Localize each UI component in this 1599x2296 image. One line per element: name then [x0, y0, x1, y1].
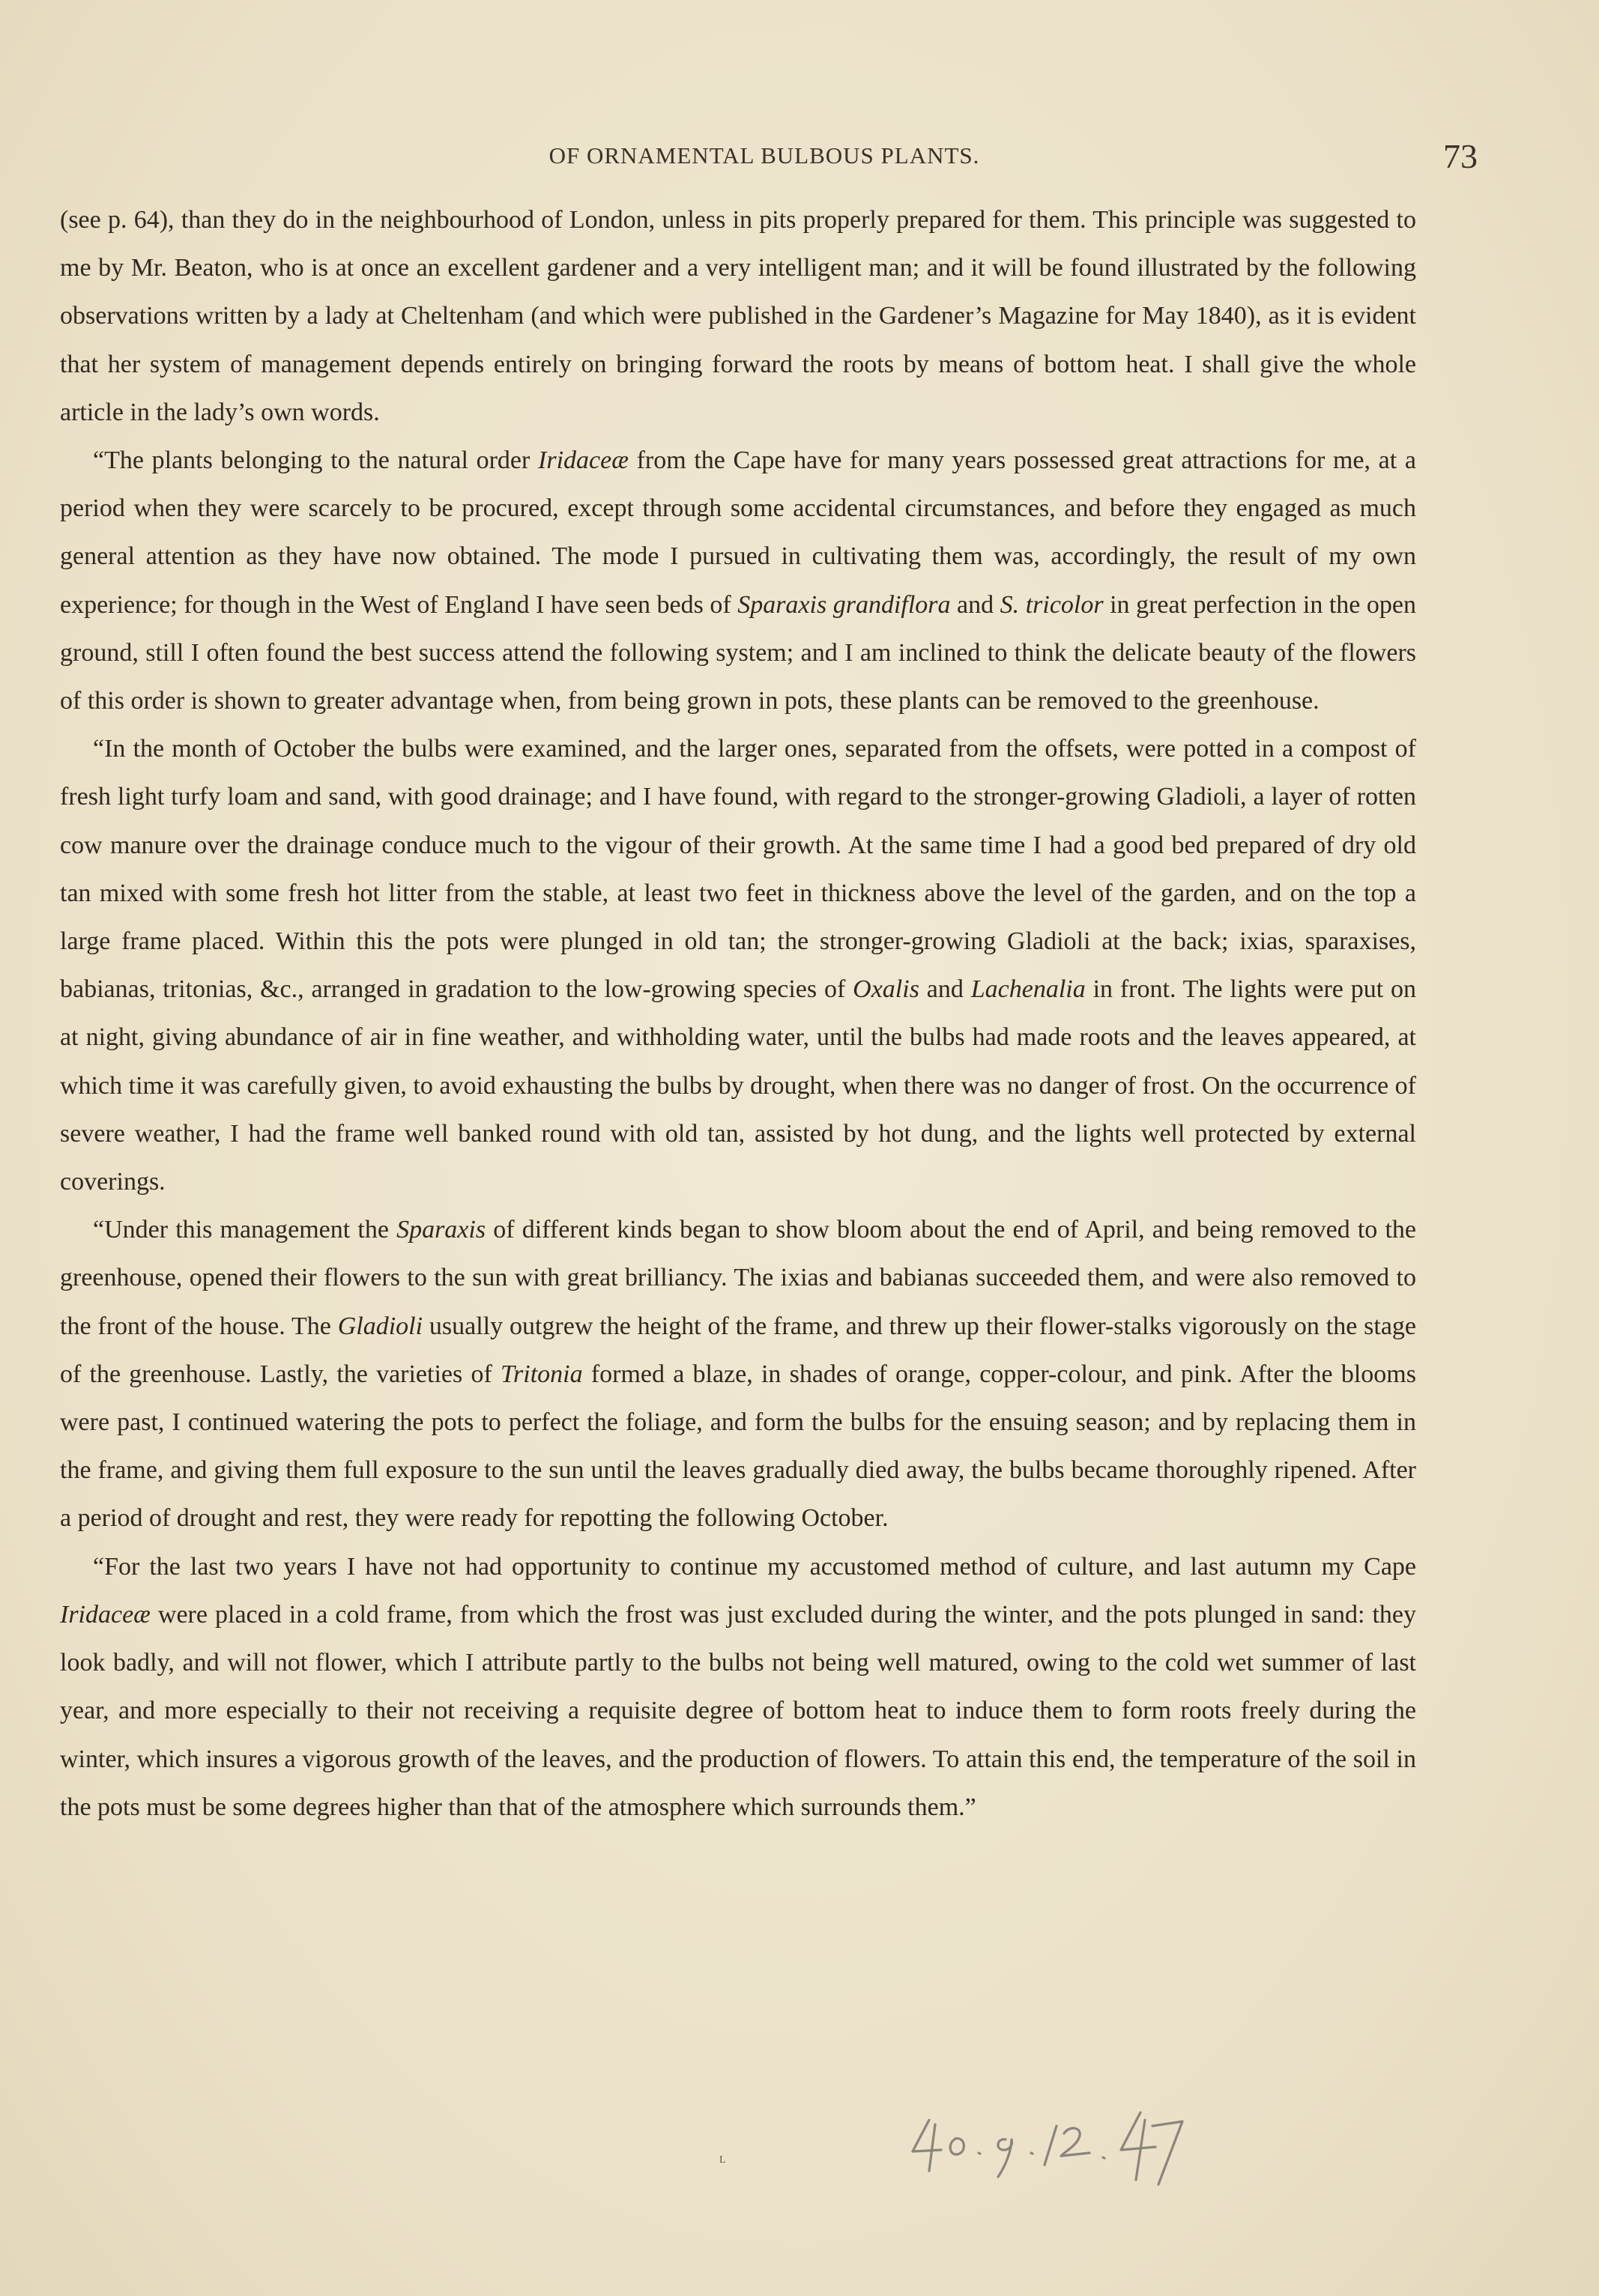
text-run: in great perfection in the open ground, still I often found the best success attend the following system; and I am inclined to think the delicate beauty of the flowers of this order is shown to greater advantage when, from being grown in pots, these plants can be removed to the greenhouse. [60, 590, 1416, 715]
text-run: of different kinds began to show bloom about the end of April, and being removed to the greenhouse, opened their flowers to the sun with great brilliancy. The ixias and babianas succeeded them, and were also removed to the front of the house. The [60, 1216, 1416, 1340]
paragraph [60, 1206, 1416, 1542]
italic-text: S. tricolor [1000, 590, 1104, 619]
text-run: formed a blaze, in shades of orange, copper-colour, and pink. After the blooms were past, I continued watering the pots to perfect the foliage, and form the bulbs for the ensuing season; and by replacing them in the frame, and giving them full exposure to the sun until the leaves gradually died away, the bulbs became thoroughly ripened. After a period of drought and rest, they were ready for repotting the following October. [60, 1360, 1416, 1533]
running-head-title: OF ORNAMENTAL BULBOUS PLANTS. [548, 142, 980, 169]
paragraph [60, 437, 1416, 725]
text-run: “In the month of October the bulbs were examined, and the larger ones, separated from the offsets, were potted in a compost of fresh light turfy loam and sand, with good drainage; and I have found, with regard to the stronger-growing Gladioli, a layer of rotten cow manure over the drainage conduce much to the vigour of their growth. At the same time I had a good bed prepared of dry old tan mixed with some fresh hot litter from the stable, at least two feet in thickness above the level of the garden, and on the top a large frame placed. Within this the pots were plunged in old tan; the stronger-growing Gladioli at the back; ixias, sparaxises, babianas, tritonias, &c., arranged in gradation to the low-growing species of [60, 735, 1416, 1004]
handwritten-pencil-note [907, 2105, 1236, 2187]
text-run: “Under this management the [93, 1216, 397, 1244]
text-run: in front. The lights were put on at night, giving abundance of air in fine weather, and withholding water, until the bulbs had made roots and the leaves appeared, at which time it was carefully given, to avoid exhausting the bulbs by drought, when there was no danger of frost. On the occurrence of severe weather, I had the frame well banked round with old tan, assisted by hot dung, and the lights well protected by external coverings. [60, 975, 1417, 1196]
text-run: “The plants belonging to the natural order [93, 446, 539, 475]
italic-text: Gladioli [337, 1312, 423, 1340]
text-run: from the Cape have for many years possessed great attractions for me, at a period when they were scarcely to be procured, except through some accidental circumstances, and before they engaged as much general attention as they have now obtained. The mode I pursued in cultivating them was, accordingly, the result of my own experience; for though in the West of England I have seen beds of [60, 446, 1416, 619]
body-text [60, 196, 1416, 1832]
text-run: (see p. 64), than they do in the neighbourhood of London, unless in pits properly prepared for them. This principle was suggested to me by Mr. Beaton, who is at once an excellent gardener and a very intelligent man; and it will be found illustrated by the following observations written by a lady at Cheltenham (and which were published in the Gardener’s Magazine for May 1840), as it is evident that her system of management depends entirely on bringing forward the roots by means of bottom heat. I shall give the whole article in the lady’s own words. [60, 206, 1416, 426]
text-run: and [950, 590, 1000, 619]
italic-text: Sparaxis [396, 1216, 486, 1244]
page-number: 73 [1443, 137, 1478, 175]
italic-text: Oxalis [853, 975, 919, 1004]
text-run: were placed in a cold frame, from which the frost was just excluded during the winter, and the pots plunged in sand: they look badly, and will not flower, which I attribute partly to the bulbs not being well matured, owing to the cold wet summer of last year, and more especially to their not receiving a requisite degree of bottom heat to induce them to form roots freely during the winter, which insures a vigorous growth of the leaves, and the production of flowers. To attain this end, the temperature of the soil in the pots must be some degrees higher than that of the atmosphere which surrounds them.” [60, 1600, 1416, 1821]
text-run: and [919, 975, 971, 1004]
italic-text: Iridaceæ [538, 446, 629, 475]
text-run: “For the last two years I have not had opportunity to continue my accustomed method of culture, and last autumn my Cape [93, 1552, 1416, 1581]
italic-text: Sparaxis grandiflora [737, 590, 951, 619]
signature-mark: L [719, 2154, 726, 2166]
paragraph [60, 1543, 1416, 1832]
italic-text: Iridaceæ [60, 1600, 151, 1629]
paragraph [60, 196, 1416, 437]
italic-text: Lachenalia [970, 975, 1086, 1004]
italic-text: Tritonia [500, 1360, 583, 1388]
paragraph [60, 725, 1416, 1206]
text-run: usually outgrew the height of the frame, and threw up their flower-stalks vigorously on the stage of the greenhouse. Lastly, the varieties of [60, 1312, 1416, 1388]
